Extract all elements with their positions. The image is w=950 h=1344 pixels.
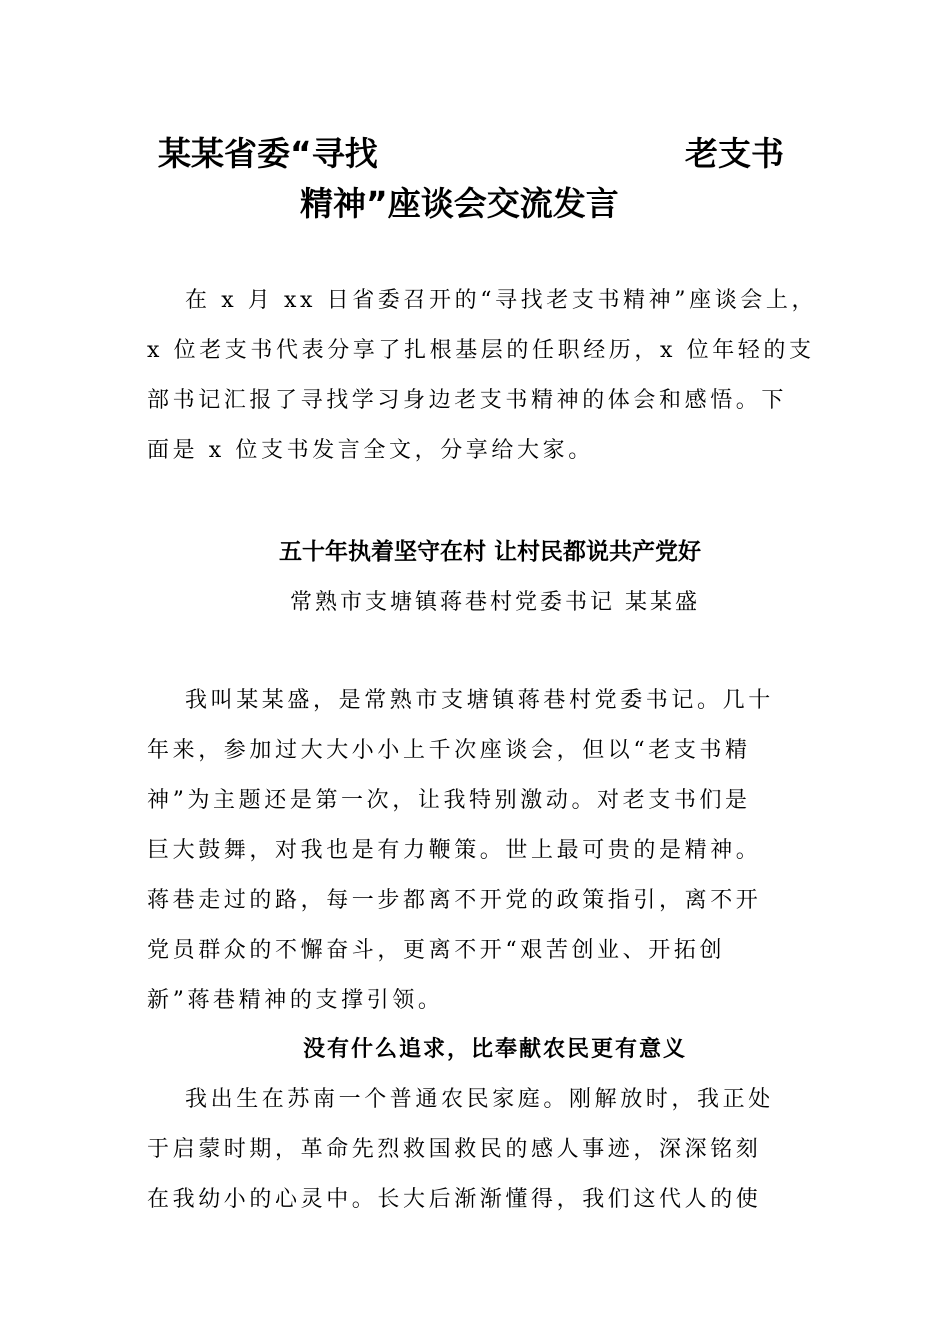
document-title-line1-right: 老支书	[685, 134, 784, 173]
sub-heading: 没有什么追求，比奉献农民更有意义	[302, 1036, 687, 1062]
intro-line: x 位老支书代表分享了扎根基层的任职经历，x 位年轻的支	[147, 338, 815, 363]
document-title-line2: 精神”座谈会交流发言	[300, 184, 619, 223]
body-line: 在我幼小的心灵中。长大后渐渐懂得，我们这代人的使	[147, 1187, 762, 1212]
body-line: 我叫某某盛，是常熟市支塘镇蒋巷村党委书记。几十	[185, 688, 774, 713]
body-line: 年来，参加过大大小小上千次座谈会，但以“老支书精	[147, 738, 751, 763]
body-line: 于启蒙时期，革命先烈救国救民的感人事迹，深深铭刻	[147, 1137, 762, 1162]
author-line: 常熟市支塘镇蒋巷村党委书记 某某盛	[290, 590, 700, 615]
body-line: 巨大鼓舞，对我也是有力鞭策。世上最可贵的是精神。	[147, 838, 762, 863]
intro-line: 在 x 月 xx 日省委召开的“寻找老支书精神”座谈会上，	[185, 288, 818, 313]
body-paragraph-2	[147, 1075, 807, 1225]
body-paragraph-1	[147, 676, 807, 1026]
section-title: 五十年执着坚守在村 让村民都说共产党好	[278, 539, 701, 565]
intro-paragraph	[147, 276, 818, 476]
body-line: 新”蒋巷精神的支撑引领。	[147, 988, 444, 1013]
document-title-line1-left: 某某省委“寻找	[158, 134, 378, 173]
body-line: 我出生在苏南一个普通农民家庭。刚解放时，我正处	[185, 1087, 774, 1112]
intro-line: 部书记汇报了寻找学习身边老支书精神的体会和感悟。下	[147, 388, 788, 413]
body-line: 蒋巷走过的路，每一步都离不开党的政策指引，离不开	[147, 888, 762, 913]
body-line: 党员群众的不懈奋斗，更离不开“艰苦创业、开拓创	[147, 938, 726, 963]
intro-line: 面是 x 位支书发言全文，分享给大家。	[147, 438, 594, 463]
body-line: 神”为主题还是第一次，让我特别激动。对老支书们是	[147, 788, 751, 813]
